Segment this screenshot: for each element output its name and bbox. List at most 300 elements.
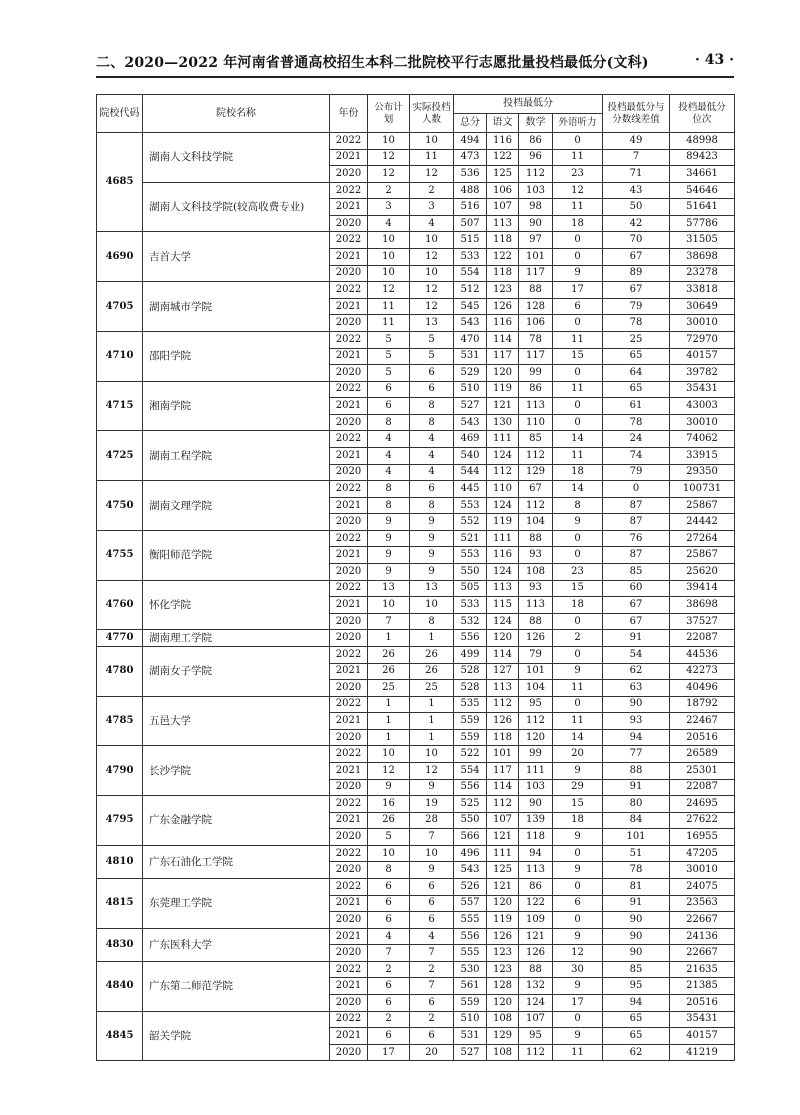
- cell-year: 2021: [330, 298, 368, 315]
- cell-diff: 78: [603, 862, 670, 879]
- cell-math: 94: [519, 845, 553, 862]
- cell-foreign: 0: [553, 315, 603, 332]
- cell-actual: 9: [410, 862, 454, 879]
- cell-year: 2020: [330, 514, 368, 531]
- cell-diff: 90: [603, 912, 670, 929]
- cell-year: 2022: [330, 1011, 368, 1028]
- cell-math: 113: [519, 597, 553, 614]
- cell-total: 556: [454, 630, 487, 647]
- cell-year: 2021: [330, 597, 368, 614]
- cell-school-name: 湖南文理学院: [143, 481, 330, 531]
- cell-rank: 57786: [670, 215, 735, 232]
- table-row: [97, 796, 735, 813]
- cell-plan: 1: [368, 729, 410, 746]
- cell-diff: 91: [603, 895, 670, 912]
- cell-plan: 6: [368, 995, 410, 1012]
- cell-math: 95: [519, 1028, 553, 1045]
- cell-school-name: 湖南女子学院: [143, 646, 330, 696]
- cell-diff: 89: [603, 265, 670, 282]
- cell-school-name: 湖南人文科技学院: [143, 133, 330, 183]
- cell-diff: 81: [603, 879, 670, 896]
- cell-foreign: 20: [553, 746, 603, 763]
- cell-diff: 65: [603, 381, 670, 398]
- cell-actual: 10: [410, 133, 454, 150]
- cell-chinese: 126: [487, 928, 519, 945]
- cell-foreign: 0: [553, 398, 603, 415]
- cell-rank: 24136: [670, 928, 735, 945]
- cell-total: 494: [454, 133, 487, 150]
- header-diff: 投档最低分与分数线差值: [603, 95, 670, 133]
- cell-school-name: 东莞理工学院: [143, 879, 330, 929]
- cell-rank: 21385: [670, 978, 735, 995]
- cell-school-name: 湖南城市学院: [143, 282, 330, 332]
- cell-year: 2022: [330, 481, 368, 498]
- cell-actual: 1: [410, 713, 454, 730]
- cell-actual: 20: [410, 1044, 454, 1061]
- table-row: [97, 481, 735, 498]
- cell-rank: 41219: [670, 1044, 735, 1061]
- cell-total: 543: [454, 315, 487, 332]
- cell-plan: 6: [368, 398, 410, 415]
- cell-chinese: 101: [487, 746, 519, 763]
- cell-chinese: 119: [487, 912, 519, 929]
- cell-math: 88: [519, 613, 553, 630]
- cell-year: 2021: [330, 497, 368, 514]
- cell-diff: 67: [603, 613, 670, 630]
- cell-math: 99: [519, 365, 553, 382]
- cell-actual: 4: [410, 215, 454, 232]
- cell-total: 473: [454, 149, 487, 166]
- cell-rank: 100731: [670, 481, 735, 498]
- cell-diff: 65: [603, 348, 670, 365]
- cell-rank: 44536: [670, 646, 735, 663]
- cell-school-name: 湖南人文科技学院(较高收费专业): [143, 182, 330, 232]
- cell-actual: 13: [410, 315, 454, 332]
- cell-actual: 2: [410, 182, 454, 199]
- cell-plan: 10: [368, 597, 410, 614]
- cell-rank: 30010: [670, 414, 735, 431]
- cell-math: 96: [519, 149, 553, 166]
- cell-actual: 19: [410, 796, 454, 813]
- cell-school-name: 广东石油化工学院: [143, 845, 330, 878]
- cell-actual: 7: [410, 978, 454, 995]
- cell-rank: 72970: [670, 331, 735, 348]
- cell-math: 112: [519, 713, 553, 730]
- cell-rank: 22087: [670, 779, 735, 796]
- cell-plan: 4: [368, 215, 410, 232]
- cell-chinese: 116: [487, 315, 519, 332]
- cell-foreign: 9: [553, 978, 603, 995]
- cell-math: 112: [519, 447, 553, 464]
- cell-foreign: 2: [553, 630, 603, 647]
- cell-rank: 51641: [670, 199, 735, 216]
- cell-total: 515: [454, 232, 487, 249]
- cell-plan: 9: [368, 530, 410, 547]
- cell-chinese: 118: [487, 232, 519, 249]
- cell-total: 488: [454, 182, 487, 199]
- cell-school-code: 4715: [97, 381, 143, 431]
- cell-foreign: 0: [553, 133, 603, 150]
- cell-actual: 9: [410, 530, 454, 547]
- cell-plan: 12: [368, 166, 410, 183]
- cell-foreign: 23: [553, 564, 603, 581]
- cell-year: 2021: [330, 1028, 368, 1045]
- cell-math: 101: [519, 249, 553, 266]
- cell-total: 499: [454, 646, 487, 663]
- cell-school-code: 4750: [97, 481, 143, 531]
- cell-diff: 67: [603, 597, 670, 614]
- cell-rank: 40157: [670, 348, 735, 365]
- cell-year: 2020: [330, 862, 368, 879]
- cell-actual: 6: [410, 879, 454, 896]
- cell-school-name: 广东医科大学: [143, 928, 330, 961]
- cell-total: 507: [454, 215, 487, 232]
- cell-actual: 12: [410, 762, 454, 779]
- cell-actual: 4: [410, 431, 454, 448]
- cell-total: 527: [454, 1044, 487, 1061]
- cell-diff: 77: [603, 746, 670, 763]
- cell-diff: 90: [603, 696, 670, 713]
- cell-actual: 5: [410, 331, 454, 348]
- cell-foreign: 0: [553, 879, 603, 896]
- cell-actual: 6: [410, 1028, 454, 1045]
- cell-actual: 7: [410, 945, 454, 962]
- cell-year: 2022: [330, 282, 368, 299]
- cell-chinese: 113: [487, 215, 519, 232]
- cell-chinese: 119: [487, 514, 519, 531]
- table-row: [97, 431, 735, 448]
- cell-foreign: 23: [553, 166, 603, 183]
- cell-actual: 12: [410, 249, 454, 266]
- cell-total: 554: [454, 265, 487, 282]
- cell-total: 470: [454, 331, 487, 348]
- cell-total: 532: [454, 613, 487, 630]
- cell-math: 124: [519, 995, 553, 1012]
- cell-chinese: 125: [487, 166, 519, 183]
- cell-year: 2020: [330, 729, 368, 746]
- table-row: [97, 630, 735, 647]
- cell-rank: 54646: [670, 182, 735, 199]
- cell-math: 110: [519, 414, 553, 431]
- cell-plan: 6: [368, 978, 410, 995]
- cell-school-code: 4785: [97, 696, 143, 746]
- cell-actual: 11: [410, 149, 454, 166]
- cell-rank: 38698: [670, 597, 735, 614]
- cell-foreign: 6: [553, 895, 603, 912]
- cell-year: 2022: [330, 879, 368, 896]
- cell-diff: 0: [603, 481, 670, 498]
- cell-chinese: 120: [487, 895, 519, 912]
- cell-year: 2020: [330, 613, 368, 630]
- cell-actual: 7: [410, 829, 454, 846]
- cell-plan: 9: [368, 514, 410, 531]
- cell-foreign: 0: [553, 845, 603, 862]
- cell-total: 510: [454, 1011, 487, 1028]
- cell-math: 126: [519, 945, 553, 962]
- cell-actual: 28: [410, 812, 454, 829]
- cell-year: 2021: [330, 447, 368, 464]
- cell-actual: 12: [410, 166, 454, 183]
- cell-math: 113: [519, 398, 553, 415]
- table-row: [97, 182, 735, 199]
- cell-total: 516: [454, 199, 487, 216]
- cell-rank: 39414: [670, 580, 735, 597]
- cell-foreign: 9: [553, 514, 603, 531]
- table-row: [97, 879, 735, 896]
- cell-math: 112: [519, 497, 553, 514]
- cell-year: 2022: [330, 530, 368, 547]
- cell-foreign: 11: [553, 680, 603, 697]
- cell-math: 93: [519, 580, 553, 597]
- cell-plan: 8: [368, 862, 410, 879]
- cell-rank: 24075: [670, 879, 735, 896]
- cell-rank: 40157: [670, 1028, 735, 1045]
- cell-total: 559: [454, 713, 487, 730]
- cell-school-code: 4790: [97, 746, 143, 796]
- cell-chinese: 126: [487, 298, 519, 315]
- cell-foreign: 0: [553, 530, 603, 547]
- cell-actual: 26: [410, 663, 454, 680]
- cell-rank: 22467: [670, 713, 735, 730]
- header-code: 院校代码: [97, 95, 143, 133]
- cell-rank: 20516: [670, 995, 735, 1012]
- cell-diff: 54: [603, 646, 670, 663]
- table-row: [97, 331, 735, 348]
- cell-school-code: 4840: [97, 961, 143, 1011]
- cell-total: 553: [454, 497, 487, 514]
- cell-plan: 6: [368, 879, 410, 896]
- cell-year: 2020: [330, 365, 368, 382]
- cell-year: 2022: [330, 182, 368, 199]
- cell-foreign: 9: [553, 762, 603, 779]
- cell-foreign: 11: [553, 331, 603, 348]
- cell-actual: 9: [410, 564, 454, 581]
- cell-plan: 9: [368, 779, 410, 796]
- cell-actual: 6: [410, 995, 454, 1012]
- cell-school-name: 五邑大学: [143, 696, 330, 746]
- cell-total: 533: [454, 597, 487, 614]
- cell-chinese: 119: [487, 381, 519, 398]
- cell-actual: 10: [410, 746, 454, 763]
- cell-total: 528: [454, 663, 487, 680]
- table-row: [97, 1011, 735, 1028]
- cell-math: 90: [519, 796, 553, 813]
- cell-year: 2021: [330, 895, 368, 912]
- cell-year: 2020: [330, 315, 368, 332]
- cell-actual: 6: [410, 912, 454, 929]
- cell-diff: 88: [603, 762, 670, 779]
- cell-rank: 24442: [670, 514, 735, 531]
- header-rule: [96, 76, 734, 78]
- cell-year: 2022: [330, 961, 368, 978]
- cell-plan: 26: [368, 812, 410, 829]
- cell-chinese: 124: [487, 613, 519, 630]
- cell-chinese: 117: [487, 348, 519, 365]
- cell-diff: 95: [603, 978, 670, 995]
- cell-rank: 35431: [670, 1011, 735, 1028]
- cell-school-code: 4830: [97, 928, 143, 961]
- table-row: [97, 746, 735, 763]
- cell-rank: 25620: [670, 564, 735, 581]
- table-row: [97, 530, 735, 547]
- cell-math: 86: [519, 879, 553, 896]
- cell-plan: 6: [368, 895, 410, 912]
- cell-total: 531: [454, 1028, 487, 1045]
- cell-foreign: 9: [553, 829, 603, 846]
- cell-chinese: 128: [487, 978, 519, 995]
- cell-year: 2021: [330, 762, 368, 779]
- cell-school-code: 4845: [97, 1011, 143, 1061]
- cell-school-name: 湘南学院: [143, 381, 330, 431]
- cell-math: 86: [519, 381, 553, 398]
- cell-diff: 78: [603, 315, 670, 332]
- cell-diff: 87: [603, 497, 670, 514]
- cell-year: 2020: [330, 414, 368, 431]
- cell-chinese: 123: [487, 282, 519, 299]
- cell-plan: 25: [368, 680, 410, 697]
- cell-plan: 7: [368, 613, 410, 630]
- cell-math: 118: [519, 829, 553, 846]
- cell-chinese: 114: [487, 331, 519, 348]
- cell-rank: 37527: [670, 613, 735, 630]
- cell-plan: 6: [368, 1028, 410, 1045]
- cell-school-code: 4760: [97, 580, 143, 630]
- cell-chinese: 127: [487, 663, 519, 680]
- cell-plan: 9: [368, 564, 410, 581]
- cell-math: 108: [519, 564, 553, 581]
- cell-actual: 10: [410, 265, 454, 282]
- cell-total: 505: [454, 580, 487, 597]
- header-year: 年份: [330, 95, 368, 133]
- cell-total: 554: [454, 762, 487, 779]
- cell-math: 103: [519, 779, 553, 796]
- cell-rank: 34661: [670, 166, 735, 183]
- cell-year: 2021: [330, 149, 368, 166]
- cell-diff: 61: [603, 398, 670, 415]
- cell-math: 97: [519, 232, 553, 249]
- cell-diff: 24: [603, 431, 670, 448]
- cell-school-name: 韶关学院: [143, 1011, 330, 1061]
- cell-chinese: 114: [487, 779, 519, 796]
- cell-total: 557: [454, 895, 487, 912]
- cell-plan: 4: [368, 431, 410, 448]
- header-rank: 投档最低分位次: [670, 95, 735, 133]
- cell-actual: 2: [410, 1011, 454, 1028]
- cell-math: 99: [519, 746, 553, 763]
- admission-score-table: [96, 94, 735, 1061]
- cell-actual: 6: [410, 365, 454, 382]
- cell-plan: 10: [368, 232, 410, 249]
- cell-total: 531: [454, 348, 487, 365]
- cell-year: 2021: [330, 348, 368, 365]
- cell-math: 88: [519, 282, 553, 299]
- cell-math: 111: [519, 762, 553, 779]
- cell-actual: 25: [410, 680, 454, 697]
- cell-total: 512: [454, 282, 487, 299]
- cell-year: 2020: [330, 630, 368, 647]
- cell-school-name: 长沙学院: [143, 746, 330, 796]
- cell-rank: 40496: [670, 680, 735, 697]
- cell-plan: 10: [368, 265, 410, 282]
- cell-total: 545: [454, 298, 487, 315]
- cell-diff: 42: [603, 215, 670, 232]
- cell-math: 85: [519, 431, 553, 448]
- cell-total: 533: [454, 249, 487, 266]
- cell-total: 561: [454, 978, 487, 995]
- cell-foreign: 9: [553, 265, 603, 282]
- cell-actual: 8: [410, 398, 454, 415]
- cell-actual: 9: [410, 779, 454, 796]
- cell-foreign: 18: [553, 597, 603, 614]
- cell-total: 566: [454, 829, 487, 846]
- cell-plan: 26: [368, 646, 410, 663]
- cell-plan: 8: [368, 481, 410, 498]
- cell-rank: 27622: [670, 812, 735, 829]
- cell-diff: 78: [603, 414, 670, 431]
- cell-foreign: 9: [553, 663, 603, 680]
- cell-foreign: 18: [553, 812, 603, 829]
- cell-chinese: 120: [487, 630, 519, 647]
- cell-diff: 63: [603, 680, 670, 697]
- cell-school-code: 4810: [97, 845, 143, 878]
- cell-chinese: 124: [487, 447, 519, 464]
- cell-foreign: 0: [553, 365, 603, 382]
- cell-year: 2020: [330, 1044, 368, 1061]
- cell-rank: 39782: [670, 365, 735, 382]
- cell-rank: 21635: [670, 961, 735, 978]
- cell-actual: 12: [410, 298, 454, 315]
- cell-foreign: 9: [553, 928, 603, 945]
- cell-foreign: 6: [553, 298, 603, 315]
- cell-rank: 16955: [670, 829, 735, 846]
- cell-year: 2020: [330, 564, 368, 581]
- cell-rank: 30010: [670, 862, 735, 879]
- cell-plan: 10: [368, 249, 410, 266]
- cell-actual: 9: [410, 547, 454, 564]
- cell-rank: 33818: [670, 282, 735, 299]
- cell-rank: 30649: [670, 298, 735, 315]
- cell-total: 553: [454, 547, 487, 564]
- cell-total: 543: [454, 414, 487, 431]
- cell-chinese: 107: [487, 199, 519, 216]
- table-row: [97, 961, 735, 978]
- cell-plan: 6: [368, 381, 410, 398]
- cell-math: 67: [519, 481, 553, 498]
- cell-foreign: 11: [553, 447, 603, 464]
- table-row: [97, 381, 735, 398]
- cell-total: 543: [454, 862, 487, 879]
- cell-foreign: 0: [553, 646, 603, 663]
- header-min-score-group: 投档最低分: [454, 95, 603, 114]
- cell-plan: 26: [368, 663, 410, 680]
- cell-plan: 4: [368, 464, 410, 481]
- cell-year: 2021: [330, 663, 368, 680]
- cell-chinese: 120: [487, 365, 519, 382]
- cell-year: 2020: [330, 945, 368, 962]
- cell-plan: 11: [368, 315, 410, 332]
- cell-plan: 5: [368, 365, 410, 382]
- cell-rank: 31505: [670, 232, 735, 249]
- cell-year: 2022: [330, 232, 368, 249]
- cell-foreign: 15: [553, 580, 603, 597]
- cell-diff: 70: [603, 232, 670, 249]
- cell-math: 101: [519, 663, 553, 680]
- cell-diff: 90: [603, 928, 670, 945]
- cell-rank: 22667: [670, 945, 735, 962]
- cell-actual: 10: [410, 232, 454, 249]
- cell-rank: 30010: [670, 315, 735, 332]
- cell-year: 2022: [330, 845, 368, 862]
